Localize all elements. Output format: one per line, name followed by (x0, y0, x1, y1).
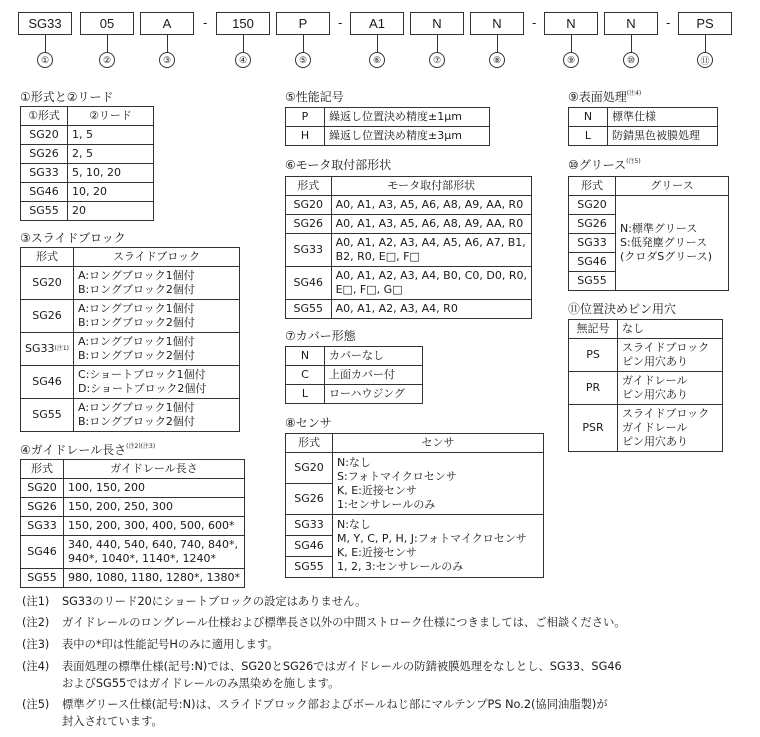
table-header: 形式 (21, 460, 64, 479)
section-surface-title: ⑨表面処理$^{(注4)}$ (568, 90, 642, 104)
table-row: SG26 2, 5 (21, 145, 154, 164)
code-field-2: 05 (80, 12, 134, 35)
table-row: PR ガイドレール ピン用穴あり (569, 372, 723, 405)
table-row: SG33 150, 200, 300, 400, 500, 600* (21, 517, 245, 536)
section-model-lead-title: ①形式と②リード (20, 90, 114, 104)
table-row: PSR スライドブロック ガイドレール ピン用穴あり (569, 405, 723, 452)
code-field-1: SG33 (18, 12, 72, 35)
model-lead-table (20, 106, 154, 221)
table-row: SG55 980, 1080, 1180, 1280*, 1380* (21, 569, 245, 588)
table-row: SG20 N:なし S:フォトマイクロセンサ K, E:近接センサ 1:センサレールのみ (286, 453, 544, 484)
field-number: ⑩ (623, 52, 639, 68)
table-row: $SG33^{(注1)}$ A:ロングブロック1個付 B:ロングブロック2個付 (21, 333, 240, 366)
table-row: N カバーなし (286, 347, 423, 366)
surface-table (568, 107, 718, 146)
field-number: ⑪ (697, 52, 713, 68)
field-number: ② (99, 52, 115, 68)
section-grease-title: ⑩グリース$^{(注5)}$ (568, 158, 641, 172)
table-row: SG33 A0, A1, A2, A3, A4, A5, A6, A7, B1, B2, R0, E□, F□ (286, 234, 532, 267)
field-number: ① (37, 52, 53, 68)
section-performance-title: ⑤性能記号 (285, 90, 344, 104)
code-field-6: A1 (350, 12, 404, 35)
table-header: 形式 (21, 248, 74, 267)
section-slide-block-title: ③スライドブロック (20, 231, 126, 245)
field-number: ⑦ (429, 52, 445, 68)
cover-table (285, 346, 423, 404)
field-number: ⑨ (563, 52, 579, 68)
table-row: L ローハウジング (286, 385, 423, 404)
table-row: SG46 (286, 536, 544, 557)
code-field-7: N (410, 12, 464, 35)
code-field-11: PS (678, 12, 732, 35)
table-row: SG46 10, 20 (21, 183, 154, 202)
table-row: C 上面カバー付 (286, 366, 423, 385)
code-dash: - (532, 15, 537, 30)
guide-rail-table (20, 459, 245, 588)
field-number: ③ (159, 52, 175, 68)
table-row: N 標準仕様 (569, 108, 718, 127)
table-row: H 繰返し位置決め精度±3μm (286, 127, 490, 146)
table-row: SG46 (569, 253, 729, 272)
field-number: ⑧ (489, 52, 505, 68)
note-5-cont: 封入されています。 (62, 715, 163, 728)
note-4-cont: およびSG55ではガイドレールのみ黒染めを施します。 (62, 677, 340, 690)
code-field-5: P (276, 12, 330, 35)
table-row: SG33 (569, 234, 729, 253)
table-row: SG55 20 (21, 202, 154, 221)
code-field-8: N (470, 12, 524, 35)
field-number: ⑥ (369, 52, 385, 68)
section-guide-rail-title: ④ガイドレール長さ$^{(注2)(注3)}$ (20, 443, 156, 457)
table-row: SG33 5, 10, 20 (21, 164, 154, 183)
table-row: SG20 A:ロングブロック1個付 B:ロングブロック2個付 (21, 267, 240, 300)
table-row: SG26 A0, A1, A3, A5, A6, A8, A9, AA, R0 (286, 215, 532, 234)
table-row: SG33 N:なし M, Y, C, P, H, J:フォトマイクロセンサ K, E:近接センサ 1, 2, 3:センサレールのみ (286, 515, 544, 536)
note-3: (注3) 表中の*印は性能記号Hのみに適用します。 (22, 638, 279, 651)
table-row: SG55 (569, 272, 729, 291)
field-number: ④ (235, 52, 251, 68)
section-cover-title: ⑦カバー形態 (285, 329, 356, 343)
table-row: SG46 340, 440, 540, 640, 740, 840*, 940*, 1040*, 1140*, 1240* (21, 536, 245, 569)
motor-mount-table (285, 176, 532, 319)
table-row: SG20 N:標準グリース S:低発塵グリース (クロダSグリース) (569, 196, 729, 215)
table-row: SG26 150, 200, 250, 300 (21, 498, 245, 517)
section-pin-hole-title: ⑪位置決めピン用穴 (568, 302, 677, 316)
table-row: P 繰返し位置決め精度±1μm (286, 108, 490, 127)
field-number: ⑤ (295, 52, 311, 68)
code-field-9: N (544, 12, 598, 35)
table-header: モータ取付部形状 (331, 177, 531, 196)
note-1: (注1) SG33のリード20にショートブロックの設定はありません。 (22, 595, 367, 608)
section-sensor-title: ⑧センサ (285, 416, 332, 430)
table-row: SG55 A0, A1, A2, A3, A4, R0 (286, 300, 532, 319)
table-row: PS スライドブロック ピン用穴あり (569, 339, 723, 372)
table-row: SG26 (286, 484, 544, 515)
sensor-table (285, 433, 544, 578)
table-header: 形式 (286, 434, 333, 453)
pin-hole-table (568, 319, 723, 452)
table-header: スライドブロック (74, 248, 240, 267)
table-header: グリース (616, 177, 729, 196)
performance-table (285, 107, 490, 146)
table-row: SG20 1, 5 (21, 126, 154, 145)
code-field-4: 150 (216, 12, 270, 35)
note-4: (注4) 表面処理の標準仕様(記号:N)では、SG20とSG26ではガイドレールの防錆被膜処理をなしとし、SG33、SG46 (22, 660, 622, 673)
grease-table (568, 176, 729, 291)
table-row: SG20 100, 150, 200 (21, 479, 245, 498)
code-dash: - (338, 15, 343, 30)
table-row: SG55 A:ロングブロック1個付 B:ロングブロック2個付 (21, 399, 240, 432)
table-header: センサ (333, 434, 544, 453)
table-row: SG26 A:ロングブロック1個付 B:ロングブロック2個付 (21, 300, 240, 333)
table-header: 形式 (286, 177, 332, 196)
table-header: 形式 (569, 177, 616, 196)
code-dash: - (203, 15, 208, 30)
table-row: SG46 A0, A1, A2, A3, A4, B0, C0, D0, R0, E□, F□, G□ (286, 267, 532, 300)
table-row: SG55 (286, 557, 544, 578)
table-row: SG20 A0, A1, A3, A5, A6, A8, A9, AA, R0 (286, 196, 532, 215)
note-2: (注2) ガイドレールのロングレール仕様および標準長さ以外の中間ストローク仕様につきましては、ご相談ください。 (22, 616, 626, 629)
section-motor-mount-title: ⑥モータ取付部形状 (285, 158, 392, 172)
code-field-10: N (604, 12, 658, 35)
table-header: ガイドレール長さ (64, 460, 245, 479)
slide-block-table (20, 247, 240, 432)
table-row: SG46 C:ショートブロック1個付 D:ショートブロック2個付 (21, 366, 240, 399)
table-row: SG26 (569, 215, 729, 234)
code-field-3: A (140, 12, 194, 35)
table-header: ①形式 (21, 107, 68, 126)
table-row: L 防錆黒色被膜処理 (569, 127, 718, 146)
code-dash: - (666, 15, 671, 30)
note-5: (注5) 標準グリース仕様(記号:N)は、スライドブロック部およびボールねじ部にマルテンプPS No.2(協同油脂製)が (22, 698, 608, 711)
table-row: 無記号 なし (569, 320, 723, 339)
table-header: ②リード (68, 107, 154, 126)
